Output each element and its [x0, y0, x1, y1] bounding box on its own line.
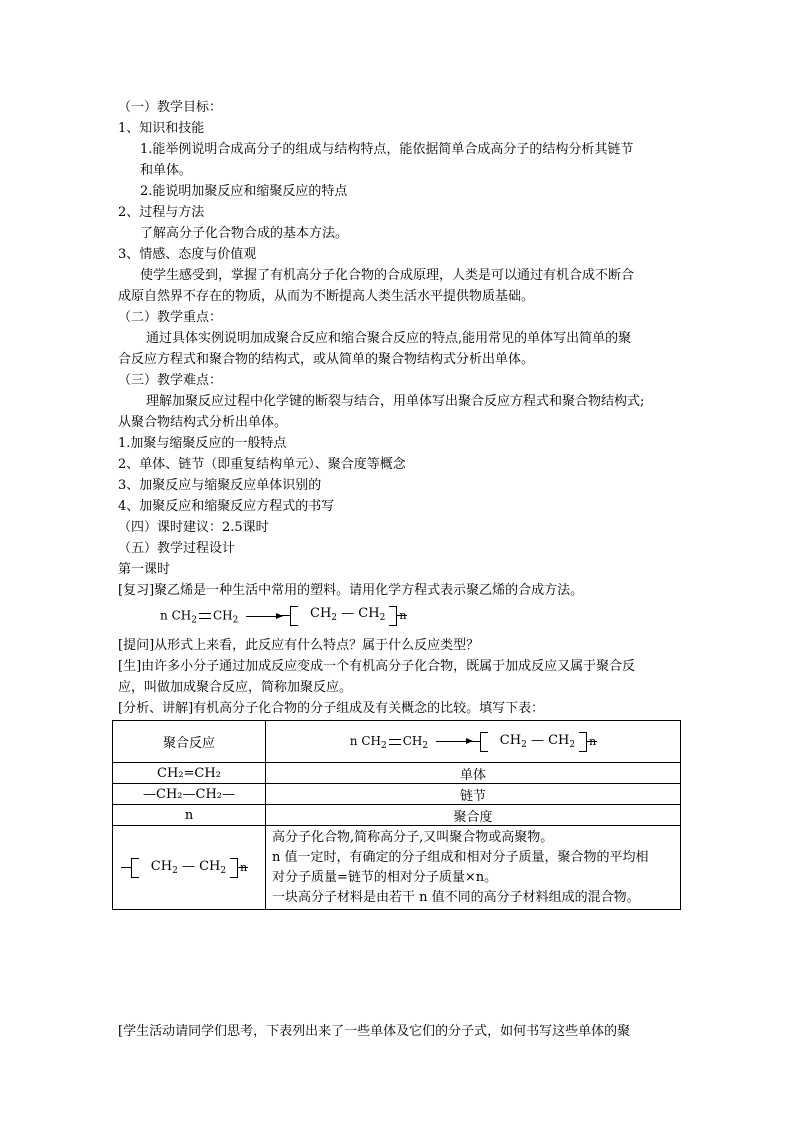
subheading-process: 2、过程与方法	[118, 205, 205, 220]
desc-line: n 值一定时，有确定的分子组成和相对分子质量，聚合物的平均相	[272, 849, 649, 865]
question-line: [提问]从形式上来看，此反应有什么特点？属于什么反应类型？	[118, 638, 480, 653]
desc-line: 高分子化合物,简称高分子,又叫聚合物或高聚物。	[272, 829, 554, 845]
table-cell: 单体	[266, 763, 681, 784]
text-line: 和单体。	[140, 163, 193, 178]
subheading-values: 3、情感、态度与价值观	[118, 247, 257, 262]
table-row	[113, 805, 681, 826]
text-line: 通过具体实例说明加成聚合反应和缩合聚合反应的特点,能用常见的单体写出简单的聚	[146, 331, 632, 346]
text-line: 1.能举例说明合成高分子的组成与结构特点，能依据简单合成高分子的结构分析其链节	[140, 142, 634, 157]
student-line: 应，叫做加成聚合反应，简称加聚反应。	[118, 680, 353, 695]
polymer-bracket: $CH_2$ — $CH_2$ n	[480, 732, 596, 752]
review-line: [复习]聚乙烯是一种生活中常用的塑料。请用化学方程式表示聚乙烯的合成方法。	[118, 583, 584, 598]
table-cell: n	[113, 805, 266, 826]
table-cell	[266, 721, 681, 763]
subheading-knowledge: 1、知识和技能	[118, 121, 205, 136]
text-line: 成原自然界不存在的物质，从而为不断提高人类生活水平提供物质基础。	[118, 289, 535, 304]
polymerization-equation: n $CH_2$ $CH_2$ $CH_2$ — $CH_2$ n	[349, 733, 597, 751]
bracket-left-icon	[480, 732, 488, 752]
heading-difficulties: （三）教学难点：	[118, 373, 223, 388]
bracket-right-icon	[389, 606, 397, 626]
table-cell: 聚合反应	[113, 721, 266, 763]
table-cell	[113, 826, 266, 910]
bracket-right-icon	[579, 732, 587, 752]
list-item: 1.加聚与缩聚反应的一般特点	[118, 436, 287, 451]
concept-table	[112, 720, 681, 910]
list-item: 2、单体、链节（即重复结构单元）、聚合度等概念	[118, 457, 406, 472]
table-row	[113, 763, 681, 784]
text-line: 使学生感受到，掌握了有机高分子化合物的合成原理，人类是可以通过有机合成不断合	[140, 268, 635, 283]
text-line: 合反应方程式和聚合物的结构式，或从简单的聚合物结构式分析出单体。	[118, 352, 535, 367]
double-bond-icon	[389, 739, 401, 745]
polymer-bracket: $CH_2$ — $CH_2$ n	[290, 604, 406, 628]
arrow-icon	[246, 616, 282, 617]
heading-hours: （四）课时建议：2.5课时	[118, 520, 269, 535]
heading-process-design: （五）教学过程设计	[118, 541, 236, 556]
double-bond-icon	[199, 613, 211, 619]
table-row	[113, 721, 681, 763]
bracket-right-icon	[230, 858, 238, 878]
student-activity-line: [学生活动请同学们思考，下表列出来了一些单体及它们的分子式，如何书写这些单体的聚	[118, 1024, 631, 1039]
table-row	[113, 826, 681, 910]
text-line: 了解高分子化合物合成的基本方法。	[140, 226, 349, 241]
analysis-line: [分析、讲解]有机高分子化合物的分子组成及有关概念的比较。填写下表：	[118, 701, 545, 716]
polymer-bracket: $CH_2$ — $CH_2$ n	[131, 858, 247, 878]
heading-objectives: （一）教学目标：	[118, 100, 223, 115]
table-cell: CH₂=CH₂	[113, 763, 266, 784]
bracket-left-icon	[131, 858, 139, 878]
text-line: 从聚合物结构式分析出单体。	[118, 415, 288, 430]
list-item: 4、加聚反应和缩聚反应方程式的书写	[118, 499, 335, 514]
arrow-icon	[436, 741, 472, 742]
desc-line: 一块高分子材料是由若干 n 值不同的高分子材料组成的混合物。	[272, 889, 640, 905]
coefficient: n	[160, 608, 168, 623]
text-line: 理解加聚反应过程中化学键的断裂与结合，用单体写出聚合反应方程式和聚合物结构式;	[146, 394, 645, 409]
list-item: 3、加聚反应与缩聚反应单体识别的	[118, 478, 322, 493]
desc-line: 对分子质量=链节的相对分子质量×n。	[272, 869, 498, 885]
heading-key-points: （二）教学重点：	[118, 310, 223, 325]
table-cell: 聚合度	[266, 805, 681, 826]
text-line: 2.能说明加聚反应和缩聚反应的特点	[140, 184, 348, 199]
table-cell	[266, 826, 681, 910]
first-lesson: 第一课时	[118, 562, 171, 577]
table-cell: 链节	[266, 784, 681, 805]
bracket-left-icon	[290, 606, 298, 626]
table-row	[113, 784, 681, 805]
polymerization-equation: n $CH_2$ $CH_2$ $CH_2$ — $CH_2$ n	[160, 604, 406, 631]
student-line: [生]由许多小分子通过加成反应变成一个有机高分子化合物，既属于加成反应又属于聚合反	[118, 659, 636, 674]
table-cell: —CH₂—CH₂—	[113, 784, 266, 805]
